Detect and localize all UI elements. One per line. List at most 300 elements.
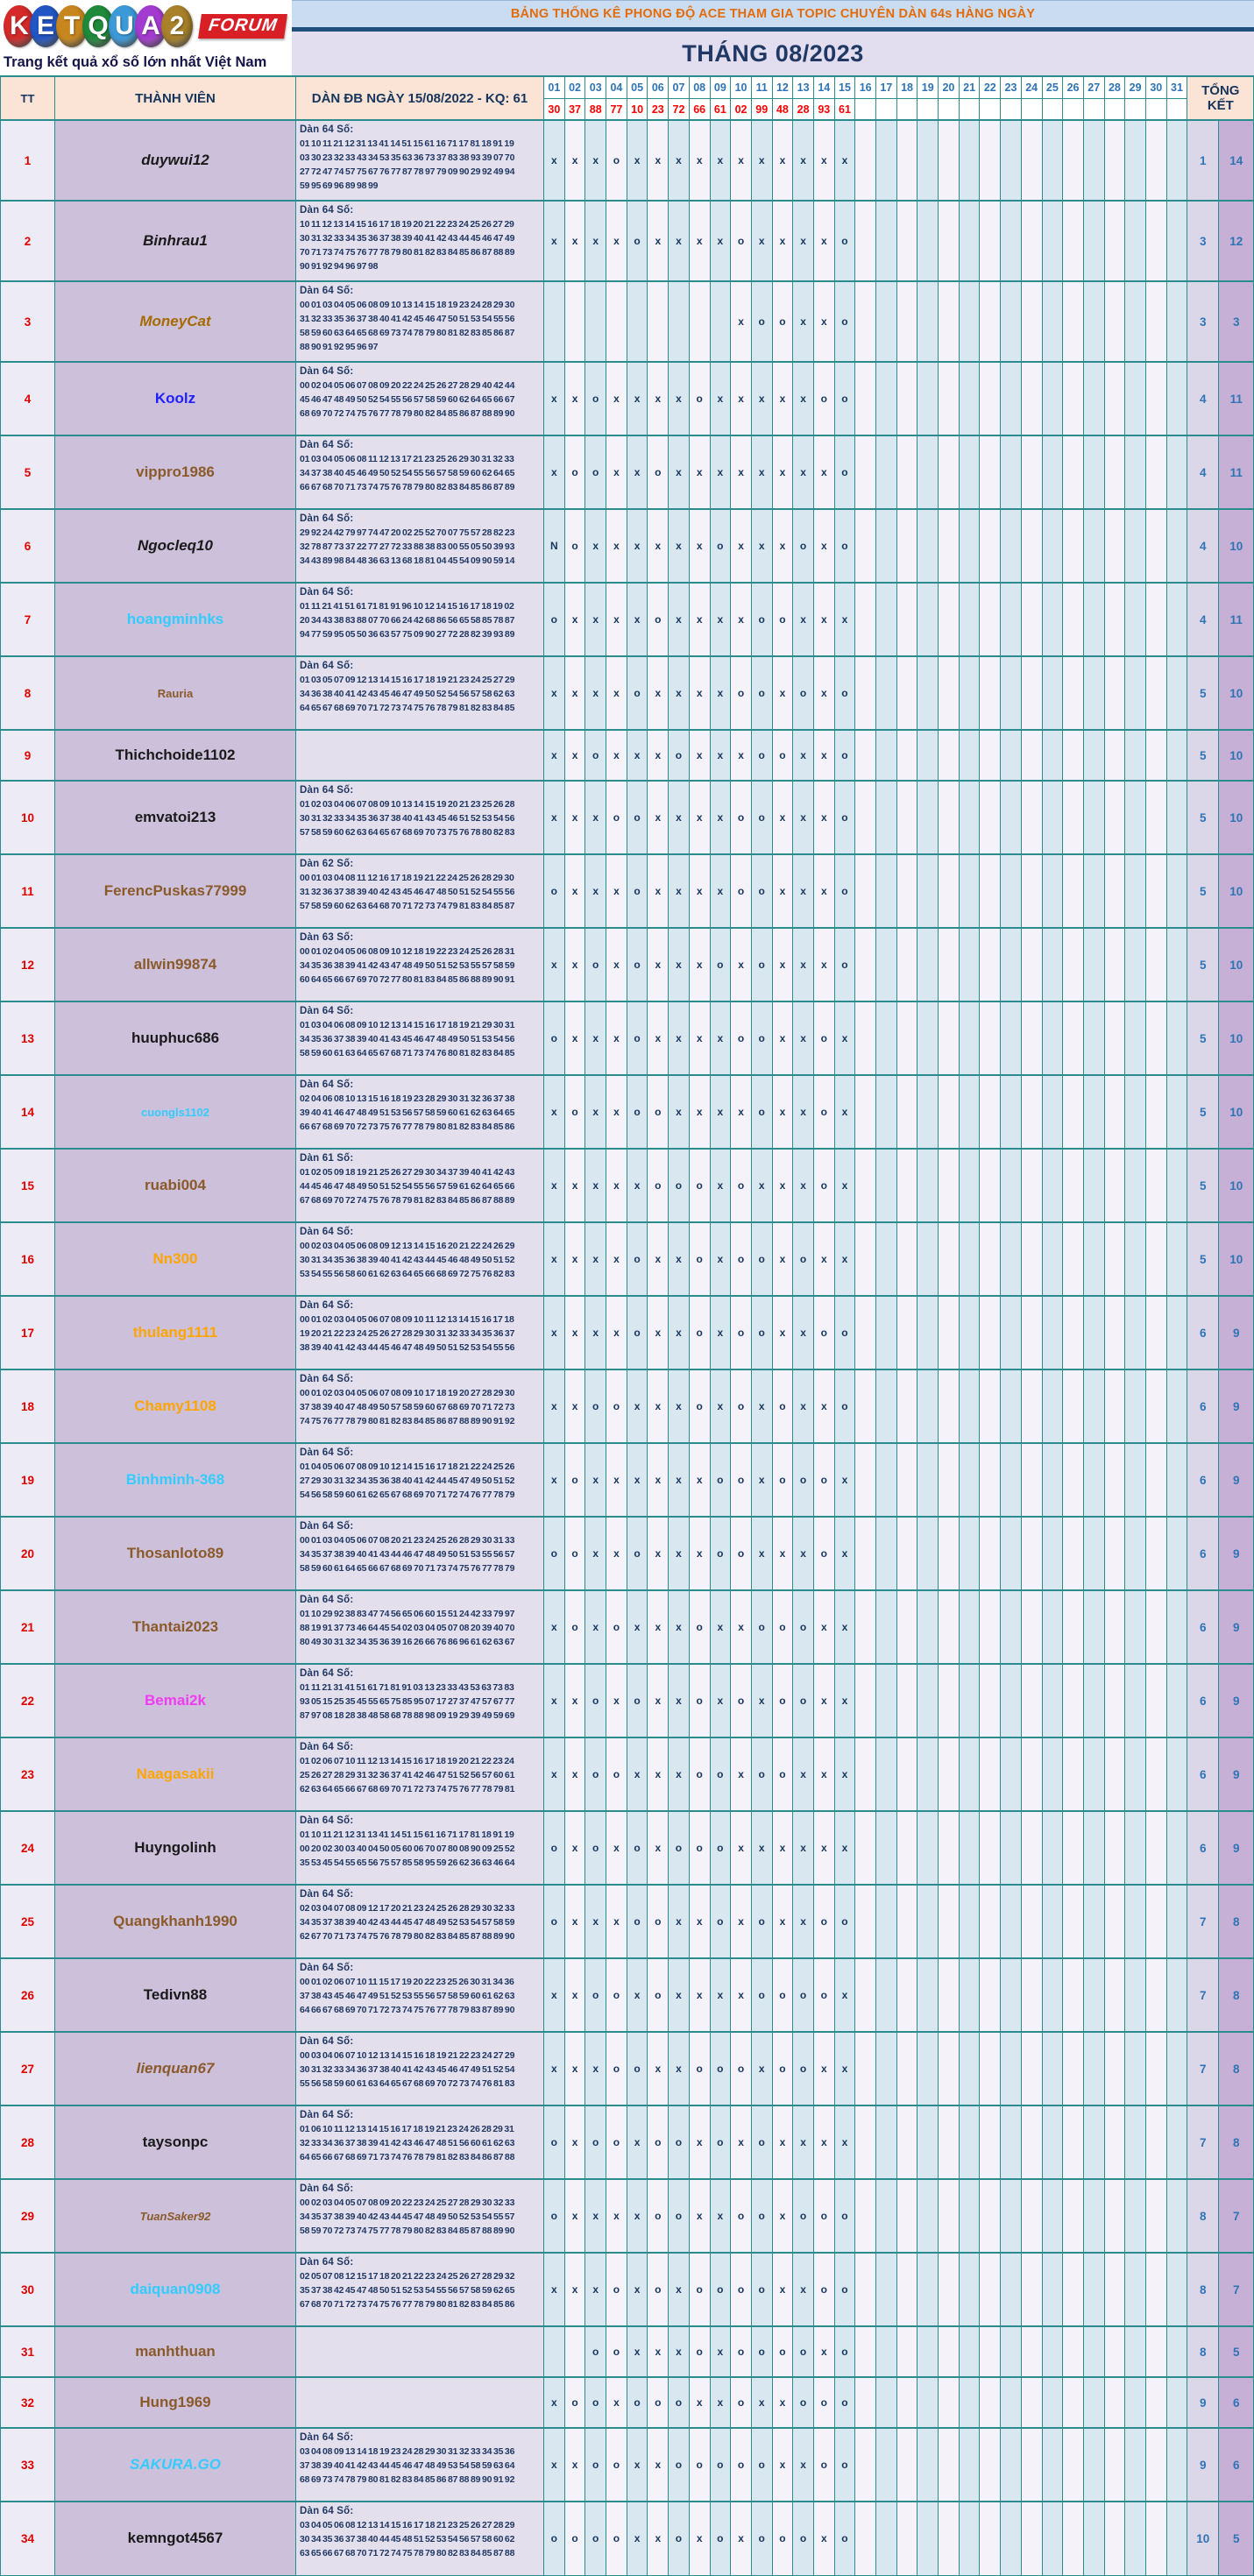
day-mark-cell bbox=[1083, 120, 1104, 201]
dan-line: 10 11 12 13 14 15 16 17 18 19 20 21 22 23 24 25 26 27 29 bbox=[300, 219, 514, 230]
day-mark-cell: x bbox=[813, 2502, 834, 2575]
total-hit-count: 6 bbox=[1219, 2377, 1254, 2428]
day-mark-cell bbox=[1001, 2253, 1022, 2326]
dan-line: 59 95 69 96 89 98 99 bbox=[300, 180, 379, 191]
dan-title: Dàn 64 Số: bbox=[300, 1889, 354, 1900]
day-mark-cell bbox=[876, 120, 897, 201]
day-mark-cell bbox=[1104, 656, 1125, 730]
member-name: allwin99874 bbox=[55, 928, 296, 1001]
day-mark-cell: x bbox=[710, 1590, 731, 1664]
day-column-header bbox=[876, 76, 897, 120]
day-mark-cell bbox=[1104, 201, 1125, 281]
day-mark-cell bbox=[1063, 656, 1084, 730]
day-mark-cell: o bbox=[648, 2377, 669, 2428]
day-mark-cell: x bbox=[710, 2326, 731, 2377]
day-mark-cell bbox=[959, 1075, 980, 1149]
day-column-header bbox=[834, 76, 855, 120]
day-mark-cell bbox=[917, 854, 939, 928]
day-mark-cell bbox=[896, 1958, 917, 2032]
day-mark-cell bbox=[1145, 1885, 1166, 1958]
dan-line: 02 03 04 07 08 09 12 17 20 21 23 24 25 26 28 29 30 32 33 bbox=[300, 1903, 515, 1914]
day-mark-cell: x bbox=[710, 854, 731, 928]
total-hit-count: 5 bbox=[1219, 2502, 1254, 2575]
member-name: FerencPuskas77999 bbox=[55, 854, 296, 928]
day-mark-cell bbox=[896, 201, 917, 281]
day-mark-cell bbox=[1063, 2032, 1084, 2105]
day-mark-cell: x bbox=[627, 2428, 648, 2502]
day-mark-cell bbox=[939, 854, 960, 928]
day-mark-cell: o bbox=[751, 2253, 772, 2326]
day-mark-cell bbox=[896, 120, 917, 201]
day-mark-cell: o bbox=[585, 2105, 606, 2179]
dan-numbers-cell bbox=[296, 1885, 544, 1958]
day-mark-cell bbox=[980, 362, 1001, 435]
day-mark-cell bbox=[1145, 1001, 1166, 1075]
day-mark-cell bbox=[876, 281, 897, 362]
day-mark-cell: x bbox=[648, 854, 669, 928]
day-mark-cell bbox=[855, 1001, 876, 1075]
day-mark-cell bbox=[959, 1222, 980, 1296]
day-mark-cell bbox=[896, 1590, 917, 1664]
row-number: 17 bbox=[1, 1296, 55, 1369]
day-mark-cell: x bbox=[669, 656, 690, 730]
day-mark-cell: o bbox=[772, 583, 793, 656]
day-mark-cell: x bbox=[710, 1001, 731, 1075]
day-mark-cell: o bbox=[793, 1590, 814, 1664]
day-mark-cell bbox=[1166, 1443, 1187, 1517]
day-mark-cell bbox=[1104, 2179, 1125, 2253]
day-mark-cell: o bbox=[606, 2253, 627, 2326]
day-mark-cell: x bbox=[731, 2105, 752, 2179]
day-mark-cell bbox=[1125, 1737, 1146, 1811]
dan-line: 67 68 70 71 72 73 74 75 76 77 78 79 80 81 82 83 84 85 86 bbox=[300, 2299, 515, 2310]
day-mark-cell: x bbox=[585, 2032, 606, 2105]
dan-numbers-cell bbox=[296, 1737, 544, 1811]
day-mark-cell: x bbox=[564, 2032, 585, 2105]
total-miss-count: 7 bbox=[1187, 1885, 1219, 1958]
day-mark-cell: x bbox=[564, 730, 585, 781]
day-mark-cell: x bbox=[793, 1296, 814, 1369]
day-mark-cell bbox=[1083, 1811, 1104, 1885]
day-mark-cell bbox=[1104, 1958, 1125, 2032]
dan-numbers-cell bbox=[296, 1001, 544, 1075]
day-mark-cell: o bbox=[648, 1149, 669, 1222]
dan-title: Dàn 64 Số: bbox=[300, 1079, 354, 1090]
day-mark-cell bbox=[876, 1222, 897, 1296]
dan-line: 01 06 10 11 12 13 14 15 16 17 18 19 21 23 24 26 28 29 31 bbox=[300, 2124, 514, 2134]
day-mark-cell: x bbox=[710, 1296, 731, 1369]
day-mark-cell: o bbox=[606, 120, 627, 201]
total-miss-count: 3 bbox=[1187, 201, 1219, 281]
dan-line: 45 46 47 48 49 50 52 54 55 56 57 58 59 60 62 64 65 66 67 bbox=[300, 394, 515, 405]
member-row bbox=[1, 1885, 1254, 1958]
day-mark-cell bbox=[980, 1517, 1001, 1590]
day-mark-cell bbox=[855, 1222, 876, 1296]
dan-numbers-cell bbox=[296, 2179, 544, 2253]
dan-numbers-cell bbox=[296, 2326, 544, 2377]
day-mark-cell: o bbox=[627, 928, 648, 1001]
day-mark-cell: x bbox=[731, 1885, 752, 1958]
day-mark-cell bbox=[855, 1737, 876, 1811]
total-miss-count: 6 bbox=[1187, 1590, 1219, 1664]
day-mark-cell bbox=[959, 781, 980, 854]
day-mark-cell: x bbox=[772, 1811, 793, 1885]
member-name: manhthuan bbox=[55, 2326, 296, 2377]
day-mark-cell bbox=[1001, 2326, 1022, 2377]
day-mark-cell: x bbox=[813, 435, 834, 509]
dan-numbers-cell bbox=[296, 1664, 544, 1737]
day-column-header bbox=[544, 76, 565, 120]
total-hit-count: 10 bbox=[1219, 781, 1254, 854]
day-mark-cell bbox=[1166, 1369, 1187, 1443]
day-mark-cell bbox=[1063, 2179, 1084, 2253]
day-mark-cell bbox=[855, 1075, 876, 1149]
day-mark-cell bbox=[1125, 1222, 1146, 1296]
day-mark-cell bbox=[1001, 2179, 1022, 2253]
day-mark-cell bbox=[939, 2428, 960, 2502]
day-mark-cell bbox=[855, 362, 876, 435]
day-mark-cell: x bbox=[627, 120, 648, 201]
day-mark-cell: x bbox=[544, 2428, 565, 2502]
day-mark-cell bbox=[1145, 1737, 1166, 1811]
day-mark-cell bbox=[1021, 2428, 1042, 2502]
day-mark-cell bbox=[855, 2326, 876, 2377]
day-mark-cell: o bbox=[606, 1590, 627, 1664]
day-number: 06 bbox=[648, 77, 668, 99]
day-mark-cell: x bbox=[648, 2326, 669, 2377]
total-hit-count: 14 bbox=[1219, 120, 1254, 201]
row-number: 31 bbox=[1, 2326, 55, 2377]
day-mark-cell bbox=[959, 854, 980, 928]
day-mark-cell bbox=[980, 1737, 1001, 1811]
dan-line: 34 35 36 38 39 41 42 43 47 48 49 50 51 52 53 55 57 58 59 bbox=[300, 960, 515, 971]
day-mark-cell: x bbox=[689, 854, 710, 928]
day-mark-cell bbox=[1001, 2502, 1022, 2575]
day-mark-cell: x bbox=[689, 1885, 710, 1958]
day-mark-cell bbox=[1001, 656, 1022, 730]
day-mark-cell bbox=[1166, 854, 1187, 928]
member-name: Thosanloto89 bbox=[55, 1517, 296, 1590]
day-mark-cell: o bbox=[648, 435, 669, 509]
day-mark-cell: x bbox=[689, 730, 710, 781]
total-hit-count: 8 bbox=[1219, 2032, 1254, 2105]
day-mark-cell bbox=[896, 1517, 917, 1590]
day-mark-cell bbox=[1063, 201, 1084, 281]
day-mark-cell bbox=[896, 1664, 917, 1737]
day-mark-cell: x bbox=[564, 1664, 585, 1737]
logo-letter: Q bbox=[82, 5, 114, 47]
day-mark-cell: x bbox=[689, 656, 710, 730]
member-row bbox=[1, 1149, 1254, 1222]
day-mark-cell: x bbox=[564, 2179, 585, 2253]
day-mark-cell bbox=[1083, 1001, 1104, 1075]
day-mark-cell bbox=[1063, 583, 1084, 656]
day-mark-cell bbox=[1083, 1222, 1104, 1296]
day-mark-cell: x bbox=[648, 928, 669, 1001]
day-mark-cell: x bbox=[606, 1664, 627, 1737]
member-row bbox=[1, 1369, 1254, 1443]
day-mark-cell bbox=[1083, 854, 1104, 928]
dan-line: 00 01 02 03 04 05 06 07 08 09 10 17 18 19 20 27 28 29 30 bbox=[300, 1388, 515, 1398]
member-row bbox=[1, 730, 1254, 781]
day-mark-cell bbox=[1145, 1149, 1166, 1222]
day-mark-cell: o bbox=[585, 730, 606, 781]
day-mark-cell: x bbox=[544, 1737, 565, 1811]
day-mark-cell: o bbox=[710, 928, 731, 1001]
day-mark-cell bbox=[1166, 730, 1187, 781]
dan-line: 01 11 21 41 51 61 71 81 91 96 10 12 14 15 16 17 18 19 02 bbox=[300, 601, 514, 612]
day-mark-cell: o bbox=[751, 1075, 772, 1149]
day-mark-cell: o bbox=[606, 1369, 627, 1443]
dan-numbers-cell bbox=[296, 2032, 544, 2105]
day-mark-cell: o bbox=[813, 1075, 834, 1149]
day-mark-cell: x bbox=[544, 435, 565, 509]
day-mark-cell: x bbox=[793, 201, 814, 281]
day-mark-cell: o bbox=[772, 1958, 793, 2032]
day-mark-cell bbox=[917, 583, 939, 656]
day-mark-cell bbox=[939, 1222, 960, 1296]
day-mark-cell: o bbox=[648, 1958, 669, 2032]
day-mark-cell: x bbox=[648, 656, 669, 730]
day-mark-cell: o bbox=[751, 1885, 772, 1958]
day-mark-cell: o bbox=[813, 1443, 834, 1517]
day-mark-cell bbox=[1166, 281, 1187, 362]
day-mark-cell: x bbox=[606, 1811, 627, 1885]
member-row bbox=[1, 2428, 1254, 2502]
day-mark-cell bbox=[917, 2253, 939, 2326]
day-mark-cell bbox=[1104, 1369, 1125, 1443]
day-mark-cell: o bbox=[731, 656, 752, 730]
day-mark-cell bbox=[1125, 1149, 1146, 1222]
day-mark-cell: o bbox=[648, 2253, 669, 2326]
day-mark-cell bbox=[1042, 656, 1063, 730]
day-mark-cell: x bbox=[544, 2377, 565, 2428]
total-hit-count: 10 bbox=[1219, 928, 1254, 1001]
dan-line: 60 64 65 66 67 69 70 72 77 80 81 83 84 85 86 88 89 90 91 bbox=[300, 974, 515, 985]
day-mark-cell: x bbox=[689, 2377, 710, 2428]
dan-line: 03 30 23 32 33 43 34 53 35 63 36 73 37 83 38 93 39 07 70 bbox=[300, 152, 515, 163]
day-mark-cell bbox=[855, 1149, 876, 1222]
day-mark-cell: o bbox=[585, 2428, 606, 2502]
member-name: Thichchoide1102 bbox=[55, 730, 296, 781]
day-result-value: 61 bbox=[713, 103, 726, 116]
day-mark-cell bbox=[1021, 2179, 1042, 2253]
day-mark-cell bbox=[896, 509, 917, 583]
day-mark-cell: x bbox=[793, 1369, 814, 1443]
day-mark-cell bbox=[917, 2105, 939, 2179]
day-mark-cell bbox=[1125, 730, 1146, 781]
day-mark-cell bbox=[876, 1885, 897, 1958]
day-mark-cell bbox=[1063, 120, 1084, 201]
member-name: Nn300 bbox=[55, 1222, 296, 1296]
day-mark-cell bbox=[896, 730, 917, 781]
total-hit-count: 11 bbox=[1219, 362, 1254, 435]
day-mark-cell: x bbox=[564, 1149, 585, 1222]
day-mark-cell bbox=[1063, 2377, 1084, 2428]
day-mark-cell bbox=[876, 2253, 897, 2326]
row-number: 9 bbox=[1, 730, 55, 781]
total-hit-count: 8 bbox=[1219, 2105, 1254, 2179]
dan-line: 00 03 04 06 07 10 12 13 14 15 16 18 19 21 22 23 24 27 29 bbox=[300, 2050, 515, 2061]
day-mark-cell bbox=[1166, 1958, 1187, 2032]
dan-title: Dàn 64 Số: bbox=[300, 1300, 354, 1311]
day-mark-cell bbox=[876, 2502, 897, 2575]
dan-numbers-cell bbox=[296, 1517, 544, 1590]
day-mark-cell bbox=[1001, 1811, 1022, 1885]
day-mark-cell bbox=[1063, 1296, 1084, 1369]
day-result-value: 99 bbox=[755, 103, 769, 116]
member-name: Rauria bbox=[55, 656, 296, 730]
day-mark-cell: o bbox=[689, 362, 710, 435]
day-mark-cell: x bbox=[813, 2032, 834, 2105]
day-mark-cell: o bbox=[772, 281, 793, 362]
day-mark-cell bbox=[1063, 1737, 1084, 1811]
day-column-header bbox=[980, 76, 1001, 120]
logo-letter: 2 bbox=[161, 5, 193, 47]
day-column-header bbox=[585, 76, 606, 120]
day-mark-cell: x bbox=[689, 201, 710, 281]
day-mark-cell bbox=[1166, 509, 1187, 583]
dan-numbers-cell bbox=[296, 583, 544, 656]
day-mark-cell: o bbox=[793, 2502, 814, 2575]
dan-line: 02 04 06 08 10 13 15 16 18 19 23 28 29 30 31 32 36 37 38 bbox=[300, 1093, 515, 1104]
day-mark-cell: o bbox=[813, 2428, 834, 2502]
day-result-value bbox=[876, 99, 896, 119]
day-mark-cell: x bbox=[710, 1222, 731, 1296]
day-mark-cell: x bbox=[689, 1001, 710, 1075]
day-mark-cell bbox=[980, 2253, 1001, 2326]
day-mark-cell bbox=[1042, 781, 1063, 854]
day-mark-cell: o bbox=[585, 2502, 606, 2575]
day-mark-cell bbox=[876, 1958, 897, 2032]
day-mark-cell bbox=[876, 1369, 897, 1443]
day-mark-cell bbox=[896, 2253, 917, 2326]
day-mark-cell bbox=[980, 1369, 1001, 1443]
day-mark-cell: o bbox=[751, 583, 772, 656]
day-mark-cell: x bbox=[648, 362, 669, 435]
day-mark-cell bbox=[939, 509, 960, 583]
day-mark-cell: o bbox=[689, 2032, 710, 2105]
member-row bbox=[1, 2502, 1254, 2575]
day-mark-cell bbox=[939, 1001, 960, 1075]
day-mark-cell bbox=[1125, 1001, 1146, 1075]
dan-line: 00 01 02 04 05 06 08 09 10 12 18 19 22 23 24 25 26 28 31 bbox=[300, 946, 515, 957]
day-mark-cell bbox=[1001, 1075, 1022, 1149]
day-mark-cell: x bbox=[834, 583, 855, 656]
day-mark-cell: x bbox=[606, 435, 627, 509]
day-mark-cell bbox=[1063, 730, 1084, 781]
day-mark-cell bbox=[1042, 2105, 1063, 2179]
day-number: 02 bbox=[565, 77, 585, 99]
day-result-value bbox=[917, 99, 938, 119]
day-mark-cell bbox=[1145, 928, 1166, 1001]
day-column-header bbox=[689, 76, 710, 120]
day-mark-cell: x bbox=[710, 781, 731, 854]
day-mark-cell bbox=[1145, 1222, 1166, 1296]
day-mark-cell bbox=[1063, 1517, 1084, 1590]
day-mark-cell: x bbox=[834, 1664, 855, 1737]
day-mark-cell: o bbox=[834, 362, 855, 435]
day-mark-cell bbox=[1145, 1075, 1166, 1149]
day-mark-cell bbox=[980, 2502, 1001, 2575]
day-mark-cell: x bbox=[772, 435, 793, 509]
day-mark-cell bbox=[855, 509, 876, 583]
dan-numbers-cell bbox=[296, 1075, 544, 1149]
dan-line: 01 04 05 06 07 08 09 10 12 14 15 16 17 18 21 22 24 25 26 bbox=[300, 1461, 515, 1472]
day-mark-cell: x bbox=[710, 120, 731, 201]
day-mark-cell bbox=[917, 656, 939, 730]
day-mark-cell bbox=[939, 730, 960, 781]
dan-numbers-cell bbox=[296, 1443, 544, 1517]
day-mark-cell bbox=[855, 1296, 876, 1369]
day-mark-cell: o bbox=[793, 1443, 814, 1517]
day-mark-cell: x bbox=[834, 1811, 855, 1885]
total-hit-count: 9 bbox=[1219, 1811, 1254, 1885]
day-mark-cell: o bbox=[793, 1222, 814, 1296]
day-mark-cell: x bbox=[627, 2502, 648, 2575]
day-mark-cell: o bbox=[689, 1737, 710, 1811]
day-result-value: 88 bbox=[589, 103, 602, 116]
day-mark-cell: o bbox=[834, 2179, 855, 2253]
day-mark-cell: x bbox=[731, 928, 752, 1001]
dan-line: 44 45 46 47 48 49 50 51 52 54 55 56 57 59 61 62 64 65 66 bbox=[300, 1181, 515, 1192]
day-mark-cell bbox=[917, 2326, 939, 2377]
day-mark-cell bbox=[896, 781, 917, 854]
day-mark-cell: x bbox=[813, 1737, 834, 1811]
day-mark-cell bbox=[876, 1811, 897, 1885]
day-mark-cell bbox=[1021, 435, 1042, 509]
day-mark-cell bbox=[1104, 2428, 1125, 2502]
day-mark-cell: o bbox=[710, 1737, 731, 1811]
day-mark-cell: x bbox=[585, 1885, 606, 1958]
day-mark-cell bbox=[855, 928, 876, 1001]
day-mark-cell bbox=[876, 2428, 897, 2502]
day-mark-cell bbox=[896, 2428, 917, 2502]
day-mark-cell: x bbox=[813, 854, 834, 928]
day-mark-cell bbox=[959, 281, 980, 362]
day-mark-cell bbox=[1125, 2428, 1146, 2502]
day-mark-cell bbox=[917, 435, 939, 509]
day-mark-cell: x bbox=[544, 656, 565, 730]
day-mark-cell: x bbox=[710, 1075, 731, 1149]
day-mark-cell bbox=[896, 1811, 917, 1885]
day-mark-cell: o bbox=[544, 2105, 565, 2179]
dan-title: Dàn 64 Số: bbox=[300, 785, 354, 796]
day-mark-cell: x bbox=[648, 2032, 669, 2105]
day-mark-cell bbox=[1125, 928, 1146, 1001]
ketqua2-logo-icon bbox=[4, 5, 188, 47]
day-mark-cell: x bbox=[772, 1296, 793, 1369]
day-mark-cell: x bbox=[710, 656, 731, 730]
day-mark-cell: x bbox=[669, 1664, 690, 1737]
day-mark-cell bbox=[1083, 2105, 1104, 2179]
day-mark-cell bbox=[1021, 2105, 1042, 2179]
day-mark-cell bbox=[564, 281, 585, 362]
day-mark-cell bbox=[939, 281, 960, 362]
day-mark-cell bbox=[959, 2179, 980, 2253]
day-mark-cell bbox=[917, 2377, 939, 2428]
total-miss-count: 5 bbox=[1187, 1149, 1219, 1222]
member-name: kemngot4567 bbox=[55, 2502, 296, 2575]
day-mark-cell: o bbox=[585, 1664, 606, 1737]
day-mark-cell: x bbox=[772, 1885, 793, 1958]
day-mark-cell bbox=[855, 1958, 876, 2032]
day-mark-cell: x bbox=[627, 1369, 648, 1443]
member-row bbox=[1, 781, 1254, 854]
day-mark-cell bbox=[1021, 1590, 1042, 1664]
dan-line: 27 29 30 31 32 34 35 36 38 40 41 42 44 45 47 49 50 51 52 bbox=[300, 1476, 515, 1486]
day-mark-cell: o bbox=[731, 2032, 752, 2105]
